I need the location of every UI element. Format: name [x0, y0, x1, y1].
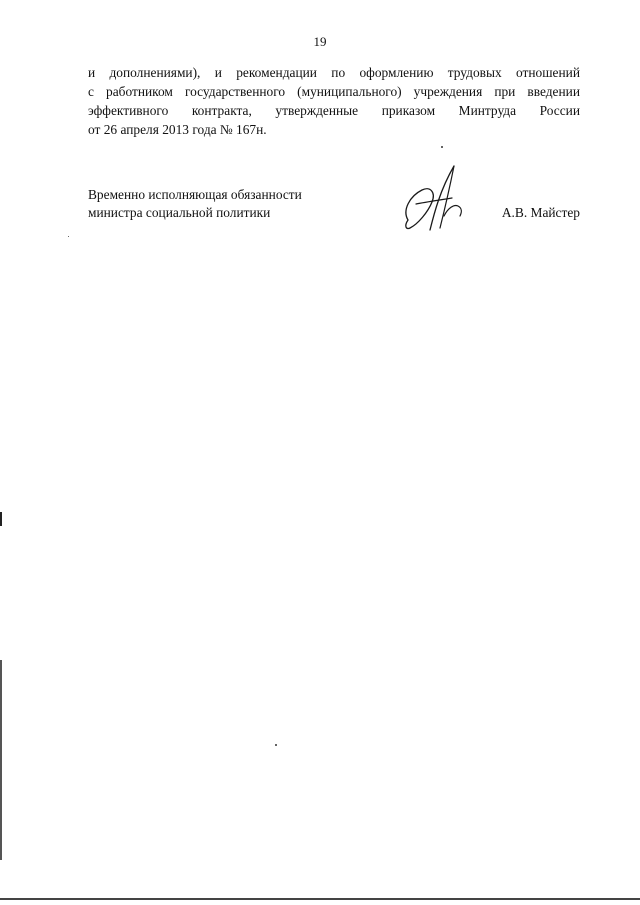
scan-speck	[441, 146, 443, 148]
scan-speck	[68, 236, 69, 237]
scan-edge-mark	[0, 660, 2, 860]
body-paragraph	[88, 63, 580, 139]
position-line: министра социальной политики	[88, 205, 271, 220]
body-line: с работником государственного (муниципального) учреждения при введении	[88, 84, 580, 99]
body-line: от 26 апреля 2013 года № 167н.	[88, 122, 267, 137]
body-line: и дополнениями), и рекомендации по оформлению трудовых отношений	[88, 65, 580, 80]
scan-speck	[275, 744, 277, 746]
signatory-name: А.В. Майстер	[501, 205, 580, 220]
page-number: 19	[313, 34, 327, 49]
scan-bottom-edge	[0, 898, 640, 900]
body-line: эффективного контракта, утвержденные приказом Минтруда России	[88, 103, 580, 118]
handwritten-signature	[396, 160, 474, 236]
signatory-position	[88, 186, 388, 222]
scan-edge-mark	[0, 512, 2, 526]
position-line: Временно исполняющая обязанности	[88, 187, 302, 202]
